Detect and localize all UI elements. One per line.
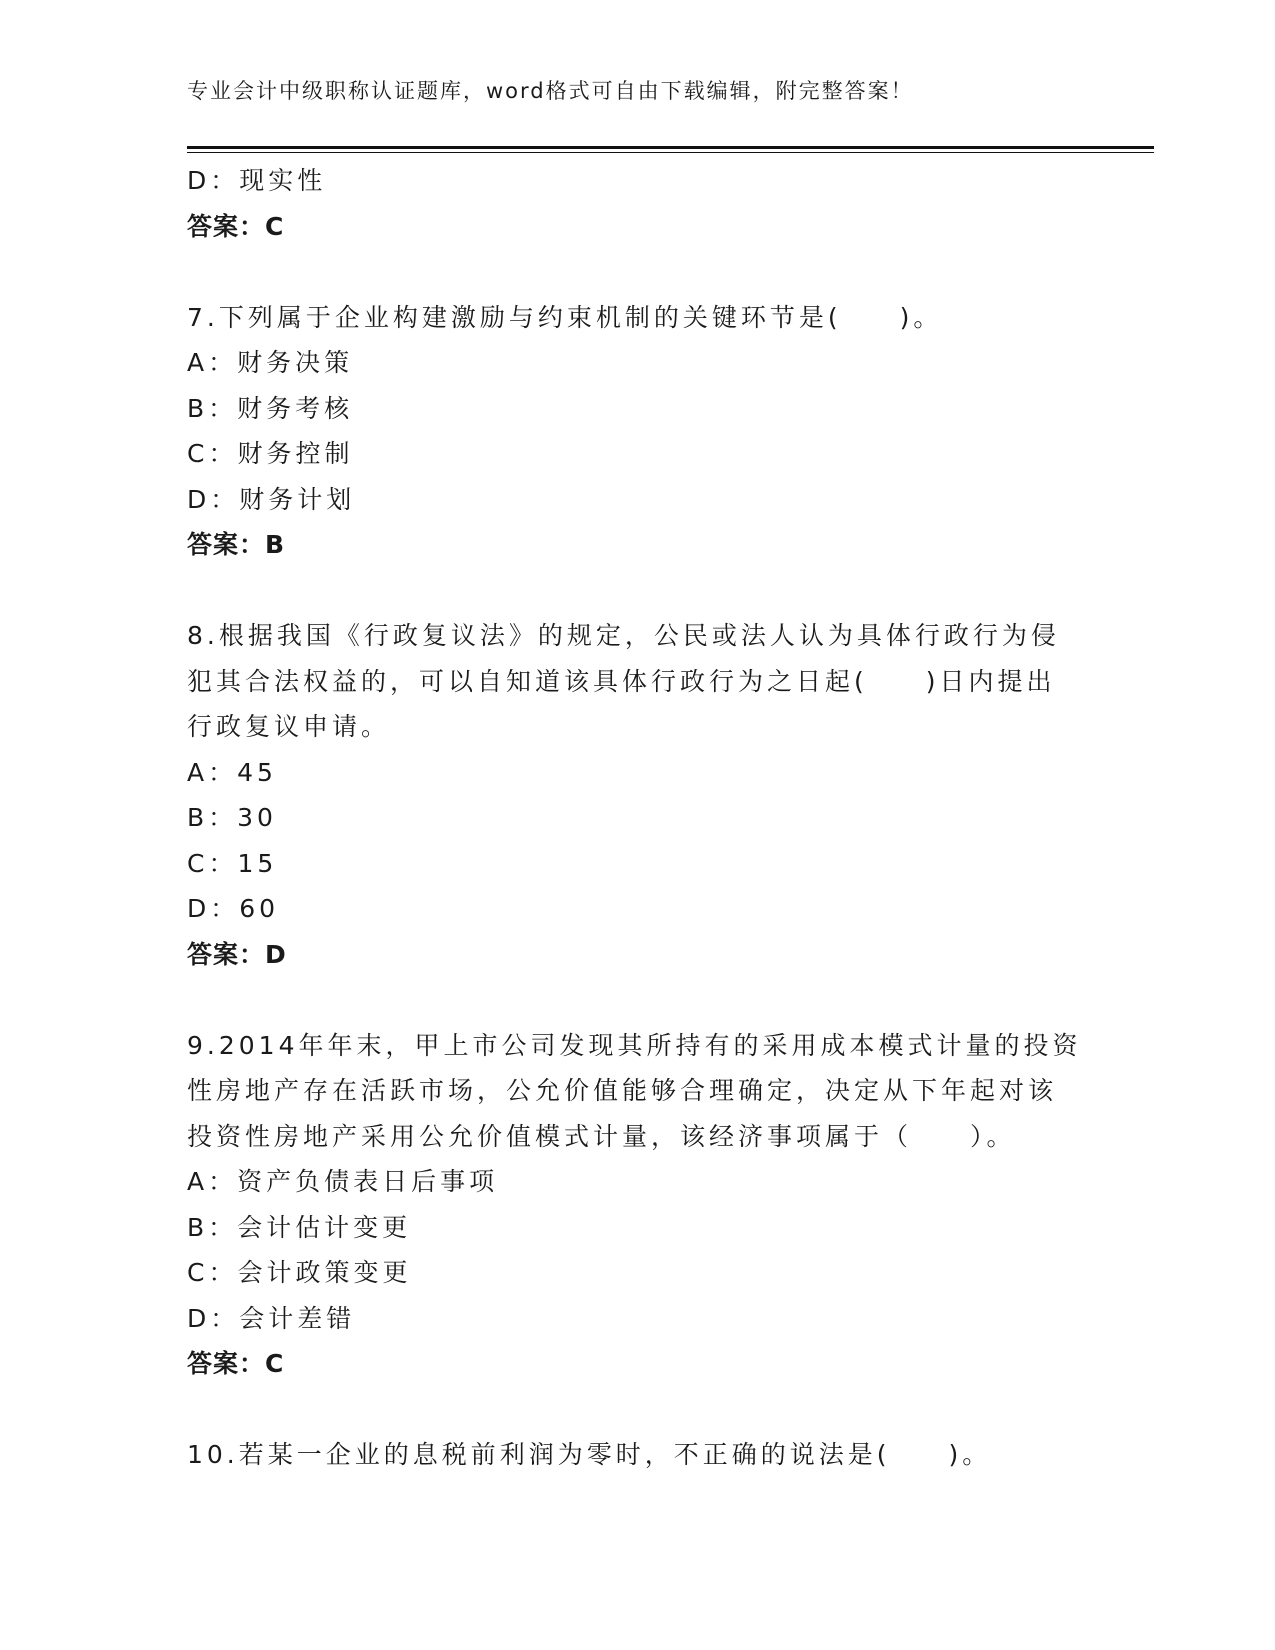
option-a: A：45 bbox=[187, 757, 277, 787]
option-c: C：会计政策变更 bbox=[187, 1258, 412, 1287]
option-b: B：会计估计变更 bbox=[187, 1212, 412, 1242]
question-stem: 性房地产存在活跃市场，公允价值能够合理确定，决定从下年起对该 bbox=[187, 1076, 1058, 1105]
question-stem: 行政复议申请。 bbox=[187, 712, 391, 741]
answer: 答案：C bbox=[187, 211, 285, 241]
question-list bbox=[187, 158, 1087, 1478]
option-d: D：60 bbox=[187, 894, 280, 923]
question-stem: 9.2014年年末，甲上市公司发现其所持有的采用成本模式计量的投资 bbox=[187, 1030, 1082, 1060]
option-d: D：现实性 bbox=[187, 166, 327, 195]
question-stem: 犯其合法权益的，可以自知道该具体行政行为之日起( )日内提出 bbox=[187, 666, 1056, 696]
question-stem: 8.根据我国《行政复议法》的规定，公民或法人认为具体行政行为侵 bbox=[187, 621, 1060, 650]
question-stem: 投资性房地产采用公允价值模式计量，该经济事项属于（ ）。 bbox=[187, 1121, 1016, 1151]
option-c: C：15 bbox=[187, 848, 278, 878]
option-c: C：财务控制 bbox=[187, 439, 354, 468]
question-9 bbox=[187, 1023, 1087, 1387]
page-header: 专业会计中级职称认证题库，word格式可自由下载编辑，附完整答案！ bbox=[187, 79, 914, 103]
answer: 答案：D bbox=[187, 939, 287, 969]
option-a: A：资产负债表日后事项 bbox=[187, 1167, 499, 1196]
question-7 bbox=[187, 295, 1087, 568]
option-b: B：财务考核 bbox=[187, 393, 354, 423]
option-d: D：财务计划 bbox=[187, 484, 356, 514]
option-b: B：30 bbox=[187, 803, 277, 832]
answer: 答案：C bbox=[187, 1349, 285, 1378]
answer: 答案：B bbox=[187, 530, 286, 559]
question-8 bbox=[187, 613, 1087, 977]
option-a: A：财务决策 bbox=[187, 348, 354, 377]
question-10 bbox=[187, 1432, 1087, 1478]
header-rule-thick bbox=[187, 146, 1154, 149]
question-stem: 10.若某一企业的息税前利润为零时，不正确的说法是( )。 bbox=[187, 1440, 992, 1469]
question-stem: 7.下列属于企业构建激励与约束机制的关键环节是( )。 bbox=[187, 302, 943, 332]
header-rule-thin bbox=[187, 152, 1154, 153]
option-d: D：会计差错 bbox=[187, 1303, 356, 1333]
